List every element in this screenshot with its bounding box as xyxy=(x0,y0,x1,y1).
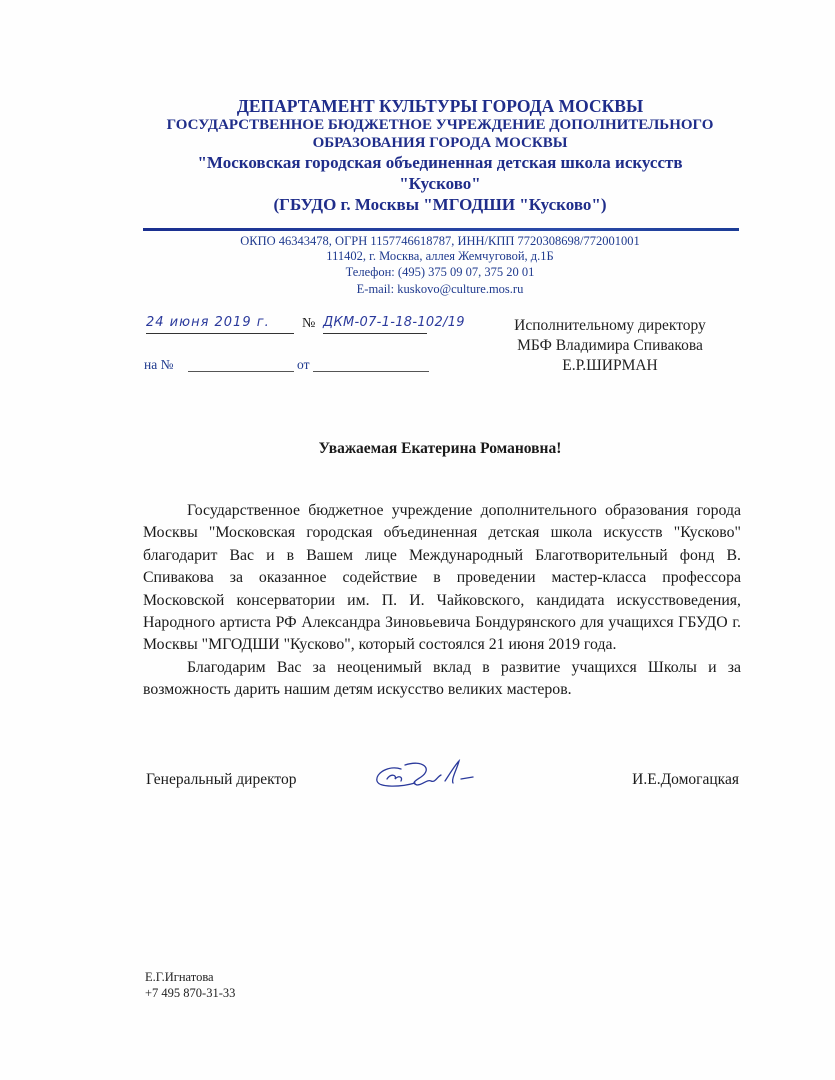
letterhead-school-name: "Московская городская объединенная детская школа искусств xyxy=(197,153,683,172)
outgoing-number: ДКМ-07-1-18-102/19 xyxy=(323,315,465,330)
letterhead-institution-type-cont: ОБРАЗОВАНИЯ ГОРОДА МОСКВЫ xyxy=(312,135,568,151)
requisites-address: 111402, г. Москва, аллея Жемчуговой, д.1Б xyxy=(326,249,554,263)
letterhead-institution-type: ГОСУДАРСТВЕННОЕ БЮДЖЕТНОЕ УЧРЕЖДЕНИЕ ДОПОЛНИТЕЛЬНОГО xyxy=(166,117,714,133)
letterhead-abbreviation: (ГБУДО г. Москвы "МГОДШИ "Кусково") xyxy=(273,195,607,214)
outgoing-number-underline xyxy=(323,333,427,334)
outgoing-date: 24 июня 2019 г. xyxy=(146,315,294,334)
reference-number-label: на № xyxy=(144,357,174,372)
executor-phone: +7 495 870-31-33 xyxy=(145,986,236,1000)
reference-date-label: от xyxy=(297,357,310,372)
outgoing-number-label: № xyxy=(302,316,316,331)
addressee-name: Е.Р.ШИРМАН xyxy=(562,357,658,374)
addressee-organization: МБФ Владимира Спивакова xyxy=(517,337,703,354)
greeting: Уважаемая Екатерина Романовна! xyxy=(318,440,562,457)
incoming-reference xyxy=(140,357,440,377)
handwritten-signature xyxy=(371,755,481,795)
letter-body xyxy=(143,500,741,702)
body-paragraph: Благодарим Вас за неоценимый вклад в развитие учащихся Школы и за возможность дарить нашим детям искусство великих мастеров. xyxy=(143,658,741,699)
executor-name: Е.Г.Игнатова xyxy=(145,970,214,984)
signature-stroke xyxy=(377,761,473,786)
signature-block xyxy=(143,769,741,799)
letterhead-department: ДЕПАРТАМЕНТ КУЛЬТУРЫ ГОРОДА МОСКВЫ xyxy=(236,96,644,116)
signatory-name: И.Е.Домогацкая xyxy=(632,771,739,788)
requisites-phone: Телефон: (495) 375 09 07, 375 20 01 xyxy=(345,265,535,279)
requisites-email: E-mail: kuskovo@culture.mos.ru xyxy=(356,282,524,296)
addressee-position: Исполнительному директору xyxy=(514,317,706,334)
letterhead-school-name-cont: "Кусково" xyxy=(399,174,481,193)
addressee-block xyxy=(480,316,740,376)
executor-contact xyxy=(145,969,235,1001)
signatory-title: Генеральный директор xyxy=(146,771,297,788)
outgoing-registration xyxy=(140,313,480,337)
letterhead-divider xyxy=(143,228,739,231)
requisites-codes: ОКПО 46343478, ОГРН 1157746618787, ИНН/КПП 7720308698/772001001 xyxy=(240,234,640,248)
reference-number-blank xyxy=(188,371,294,372)
body-paragraph: Государственное бюджетное учреждение дополнительного образования города Москвы "Московская городская объединенная детская школа искусств "Кусково" благодарит Вас и в Вашем лице Международный Благотворительный фонд В. Спивакова за оказанное содействие в проведении мастер-класса профессора Московской консерватории им. П. И. Чайковского, кандидата искусствоведения, Народного артиста РФ Александра Зиновьевича Бондурянского для учащихся ГБУДО г. Москвы "МГОДШИ "Кусково", который состоялся 21 июня 2019 года. xyxy=(143,502,741,654)
reference-date-blank xyxy=(313,371,429,372)
